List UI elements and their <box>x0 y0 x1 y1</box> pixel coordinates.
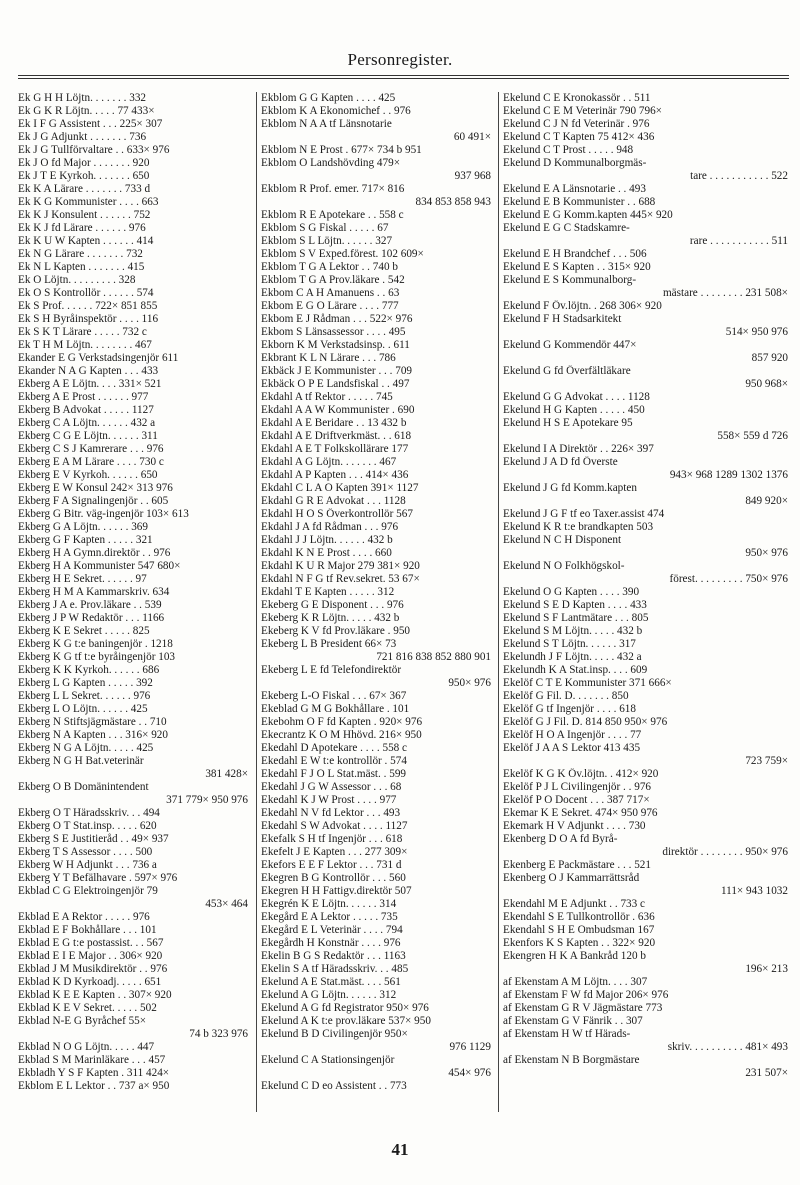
register-entry: Ekblom R Prof. emer. 717× 816 <box>261 183 405 195</box>
register-entry: rare . . . . . . . . . . . 511 <box>689 235 788 247</box>
register-entry: Ekberg N A Kapten . . . 316× 920 <box>18 729 168 741</box>
register-entry: Ekberg L O Löjtn. . . . . . 425 <box>18 703 148 715</box>
register-entry: Ekberg S E Justitieråd . . 49× 937 <box>18 833 169 845</box>
register-entry: Ekenfors K S Kapten . . 322× 920 <box>503 937 656 949</box>
register-entry: Ekelund C D eo Assistent . . 773 <box>261 1080 407 1092</box>
register-entry: tare . . . . . . . . . . . 522 <box>690 170 788 182</box>
register-entry: 381 428× <box>205 768 248 780</box>
register-entry: Ekeberg K R Löjtn. . . . . 432 b <box>261 612 400 624</box>
register-column-3 <box>498 92 790 1112</box>
register-entry: Ek K G Kommunister . . . . 663 <box>18 196 159 208</box>
register-entry: Ekedahl F J O L Stat.mäst. . 599 <box>261 768 407 780</box>
register-entry: Ekelöf J A A S Lektor 413 435 <box>503 742 641 754</box>
register-entry: 453× 464 <box>205 898 248 910</box>
register-entry: Ek S K T Lärare . . . . . 732 c <box>18 326 147 338</box>
register-entry: Ekelund E H Brandchef . . . 506 <box>503 248 647 260</box>
register-entry: Ekeberg L E fd Telefondirektör <box>261 664 402 676</box>
register-entry: 111× 943 1032 <box>720 885 788 897</box>
register-entry: Ekelund E S Kapten . . 315× 920 <box>503 261 651 273</box>
register-entry: Ek S H Byråinspektör . . . . 116 <box>18 313 159 325</box>
register-entry: Ekblom N A A tf Länsnotarie <box>261 118 392 130</box>
register-entry: Ekberg O B Domänintendent <box>18 781 149 793</box>
register-entry: af Ekenstam F W fd Major 206× 976 <box>503 989 669 1001</box>
register-entry: Ekberg E A M Lärare . . . . 730 c <box>18 456 164 468</box>
register-entry: Ekelund E S Kommunalborg- <box>503 274 637 286</box>
register-entry: Ekedahl D Apotekare . . . . 558 c <box>261 742 408 754</box>
register-entry: Ekdahl J A fd Rådman . . . 976 <box>261 521 399 533</box>
register-entry: Ekberg K K Kyrkoh. . . . . . 686 <box>18 664 160 676</box>
register-entry: Ekelund C J N fd Veterinär . 976 <box>503 118 650 130</box>
register-entry: Ekendahl M E Adjunkt . . 733 c <box>503 898 646 910</box>
register-entry: Ekelund J G F tf eo Taxer.assist 474 <box>503 508 665 520</box>
register-entry: 834 853 858 943 <box>415 196 491 208</box>
header-rule-double <box>18 78 789 79</box>
register-entry: Ekblad K E E Kapten . . 307× 920 <box>18 989 172 1001</box>
register-entry: Ekdahl A A W Kommunister . 690 <box>261 404 415 416</box>
register-entry: Ekberg N G H Bat.veterinär <box>18 755 144 767</box>
register-entry: Ekenberg E Packmästare . . . 521 <box>503 859 651 871</box>
register-entry: Ekblom E L Lektor . . 737 a× 950 <box>18 1080 170 1092</box>
register-entry: Ekbom S Länsassessor . . . . 495 <box>261 326 406 338</box>
register-entry: Ekelund F Öv.löjtn. . 268 306× 920 <box>503 300 662 312</box>
register-entry: Ek T H M Löjtn. . . . . . . . 467 <box>18 339 152 351</box>
register-entry: Ekelund N O Folkhögskol- <box>503 560 625 572</box>
register-entry: Ekdahl G R E Advokat . . . 1128 <box>261 495 406 507</box>
register-columns <box>18 92 789 1112</box>
register-entry: Ekengren H K A Bankråd 120 b <box>503 950 646 962</box>
register-entry: 857 920 <box>751 352 788 364</box>
register-entry: Ekelund C T Prost . . . . . 948 <box>503 144 634 156</box>
register-entry: 371 779× 950 976 <box>166 794 248 806</box>
register-entry: Ekedahl K J W Prost . . . . 977 <box>261 794 397 806</box>
register-entry: Ekelund I A Direktör . . 226× 397 <box>503 443 654 455</box>
register-entry: Ekberg N G A Löjtn. . . . . 425 <box>18 742 154 754</box>
register-entry: Ekborn K M Verkstadsinsp. . 611 <box>261 339 410 351</box>
register-entry: Ekendahl S H E Ombudsman 167 <box>503 924 655 936</box>
register-entry: Ekberg J A e. Prov.läkare . . 539 <box>18 599 162 611</box>
register-entry: 721 816 838 852 880 901 <box>376 651 491 663</box>
register-entry: Ek G H H Löjtn. . . . . . . 332 <box>18 92 147 104</box>
register-entry: Ekeberg K V fd Prov.läkare . 950 <box>261 625 411 637</box>
register-entry: mästare . . . . . . . . 231 508× <box>662 287 788 299</box>
register-entry: Ekegren B G Kontrollör . . . 560 <box>261 872 406 884</box>
register-entry: 558× 559 d 726 <box>717 430 788 442</box>
register-entry: Ekberg A E Prost . . . . . . 977 <box>18 391 149 403</box>
register-entry: Ekblom K A Ekonomichef . . 976 <box>261 105 411 117</box>
register-entry: Ekander N A G Kapten . . . 433 <box>18 365 159 377</box>
register-entry: Ekelöf G J Fil. D. 814 850 950× 976 <box>503 716 668 728</box>
register-entry: Ekdahl C L A O Kapten 391× 1127 <box>261 482 419 494</box>
register-entry: 231 507× <box>745 1067 788 1079</box>
register-entry: Ekdahl H O S Överkontrollör 567 <box>261 508 413 520</box>
register-entry: Ekberg G F Kapten . . . . . 321 <box>18 534 153 546</box>
register-entry: Ekelundh K A Stat.insp. . . . 609 <box>503 664 648 676</box>
register-entry: Ekegård E L Veterinär . . . . 794 <box>261 924 403 936</box>
register-entry: Ekblad N O G Löjtn. . . . . 447 <box>18 1041 155 1053</box>
register-entry: Ekberg C G E Löjtn. . . . . . 311 <box>18 430 158 442</box>
register-entry: Ekdahl T E Kapten . . . . . 312 <box>261 586 395 598</box>
register-entry: Ekelund H G Kapten . . . . . 450 <box>503 404 645 416</box>
register-entry: Ekblom S V Exped.förest. 102 609× <box>261 248 424 260</box>
register-entry: Ekberg G Bitr. väg-ingenjör 103× 613 <box>18 508 189 520</box>
register-entry: Ekberg E V Kyrkoh. . . . . . 650 <box>18 469 158 481</box>
register-entry: Ekberg H A Kommunister 547 680× <box>18 560 181 572</box>
register-entry: Ekblom G G Kapten . . . . 425 <box>261 92 396 104</box>
register-entry: Ekberg L L Sekret. . . . . . 976 <box>18 690 151 702</box>
register-entry: Ekberg E W Konsul 242× 313 976 <box>18 482 173 494</box>
register-entry: skriv. . . . . . . . . . 481× 493 <box>667 1041 788 1053</box>
register-entry: Ekelund C T Kapten 75 412× 436 <box>503 131 655 143</box>
register-entry: Ekelin B G S Redaktör . . . 1163 <box>261 950 406 962</box>
register-entry: Ekblom O Landshövding 479× <box>261 157 400 169</box>
register-entry: 943× 968 1289 1302 1376 <box>669 469 788 481</box>
register-entry: Ek O S Kontrollör . . . . . . 574 <box>18 287 154 299</box>
register-entry: Ekberg B Advokat . . . . . 1127 <box>18 404 154 416</box>
page-title: Personregister. <box>347 50 453 69</box>
register-entry: Ekelund S M Löjtn. . . . . 432 b <box>503 625 643 637</box>
register-entry: Ekdahl N F G tf Rev.sekret. 53 67× <box>261 573 420 585</box>
register-entry: Ekbom E J Rådman . . . 522× 976 <box>261 313 413 325</box>
register-entry: Ekeblad G M G Bokhållare . 101 <box>261 703 410 715</box>
register-entry: Ekdahl A E Driftverkmäst. . . 618 <box>261 430 412 442</box>
register-entry: 74 b 323 976 <box>189 1028 248 1040</box>
register-entry: Ekedahl J G W Assessor . . . 68 <box>261 781 402 793</box>
register-entry: Ekelund S E D Kapten . . . . 433 <box>503 599 647 611</box>
register-entry: Ekelund G G Advokat . . . . 1128 <box>503 391 650 403</box>
register-entry: Ekblom T G A Prov.läkare . 542 <box>261 274 405 286</box>
register-entry: Ekbladh Y S F Kapten . 311 424× <box>18 1067 170 1079</box>
register-entry: Ekblad J M Musikdirektör . . 976 <box>18 963 168 975</box>
register-entry: Ekberg Y T Befälhavare . 597× 976 <box>18 872 178 884</box>
register-entry: Ekelöf H O A Ingenjör . . . . 77 <box>503 729 642 741</box>
register-entry: Ekberg H A Gymn.direktör . . 976 <box>18 547 171 559</box>
register-entry: Ekelund B D Civilingenjör 950× <box>261 1028 408 1040</box>
register-entry: Ek N G Lärare . . . . . . . 732 <box>18 248 143 260</box>
register-entry: Ek J T E Kyrkoh. . . . . . . 650 <box>18 170 150 182</box>
register-entry: 950× 976 <box>448 677 491 689</box>
register-entry: 950 968× <box>745 378 788 390</box>
register-column-2 <box>256 92 493 1112</box>
register-entry: Ekdahl A G Löjtn. . . . . . . 467 <box>261 456 397 468</box>
register-entry: Ekberg J P W Redaktör . . . 1166 <box>18 612 165 624</box>
register-entry: 976 1129 <box>449 1041 491 1053</box>
register-entry: Ekelund F H Stadsarkitekt <box>503 313 622 325</box>
register-entry: Ekelöf G tf Ingenjör . . . . 618 <box>503 703 636 715</box>
register-entry: 196× 213 <box>745 963 788 975</box>
register-entry: Ekberg H M A Kammarskriv. 634 <box>18 586 170 598</box>
register-entry: Ekegård E A Lektor . . . . . 735 <box>261 911 398 923</box>
register-entry: Ekelin S A tf Häradsskriv. . . 485 <box>261 963 409 975</box>
register-entry: Ekberg N Stiftsjägmästare . . 710 <box>18 716 167 728</box>
register-entry: Ek I F G Assistent . . . 225× 307 <box>18 118 163 130</box>
register-entry: 950× 976 <box>745 547 788 559</box>
register-entry: Ek S Prof. . . . . . 722× 851 855 <box>18 300 158 312</box>
register-entry: Ekdahl A E T Folkskollärare 177 <box>261 443 409 455</box>
register-entry: Ekblad E I E Major . . 306× 920 <box>18 950 163 962</box>
register-entry: Ekeberg G E Disponent . . . 976 <box>261 599 404 611</box>
register-entry: Ekelund A E Stat.mäst. . . . 561 <box>261 976 401 988</box>
register-entry: Ekelöf C T E Kommunister 371 666× <box>503 677 672 689</box>
register-entry: Ekbom E G O Lärare . . . . 777 <box>261 300 399 312</box>
header-rule <box>18 75 789 76</box>
register-entry: Ekelund N C H Disponent <box>503 534 622 546</box>
register-entry: Ekberg C A Löjtn. . . . . . 432 a <box>18 417 156 429</box>
register-entry: Ekberg A E Löjtn. . . . 331× 521 <box>18 378 162 390</box>
register-entry: Ekenberg O J Kammarrättsråd <box>503 872 640 884</box>
register-entry: Ekelund C E M Veterinär 790 796× <box>503 105 662 117</box>
register-entry: direktör . . . . . . . . 950× 976 <box>662 846 788 858</box>
register-entry: Ekander E G Verkstadsingenjör 611 <box>18 352 179 364</box>
register-entry: Ekelund J A D fd Överste <box>503 456 618 468</box>
register-entry: Ekelöf G Fil. D. . . . . . . 850 <box>503 690 629 702</box>
register-entry: 514× 950 976 <box>725 326 788 338</box>
register-entry: Ekeberg L-O Fiskal . . . 67× 367 <box>261 690 407 702</box>
register-entry: Ekblad E G t:e postassist. . . 567 <box>18 937 164 949</box>
register-entry: Ekbrant K L N Lärare . . . 786 <box>261 352 396 364</box>
page-number: 41 <box>391 1140 409 1159</box>
register-entry: Ekemark H V Adjunkt . . . . 730 <box>503 820 646 832</box>
register-entry: Ek G K R Löjtn. . . . . 77 433× <box>18 105 155 117</box>
register-entry: Ekegrén K E Löjtn. . . . . . 314 <box>261 898 397 910</box>
register-entry: Ekedahl N V fd Lektor . . . 493 <box>261 807 401 819</box>
register-entry: af Ekenstam H W tf Härads- <box>503 1028 631 1040</box>
register-entry: Ekberg K E Sekret . . . . . 825 <box>18 625 150 637</box>
register-entry: Ekelundh J F Löjtn. . . . . 432 a <box>503 651 642 663</box>
register-entry: Ek K U W Kapten . . . . . . 414 <box>18 235 154 247</box>
register-entry: Ek K J Konsulent . . . . . . 752 <box>18 209 151 221</box>
register-entry: Ekelöf P J L Civilingenjör . . 976 <box>503 781 652 793</box>
register-entry: Ekblad N-E G Byråchef 55× <box>18 1015 147 1027</box>
register-entry: Ekedahl E W t:e kontrollör . 574 <box>261 755 407 767</box>
register-entry: Ekbäck J E Kommunister . . . 709 <box>261 365 413 377</box>
register-entry: Ekelund E B Kommunister . . 688 <box>503 196 656 208</box>
register-entry: Ekberg O T Häradsskriv. . . 494 <box>18 807 160 819</box>
register-entry: Ekelöf K G K Öv.löjtn. . 412× 920 <box>503 768 659 780</box>
register-entry: Ek J G Adjunkt . . . . . . . 736 <box>18 131 147 143</box>
register-entry: Ekebohm O F fd Kapten . 920× 976 <box>261 716 423 728</box>
register-entry: Ekdahl A P Kapten . . . 414× 436 <box>261 469 409 481</box>
register-entry: Ekelund C A Stationsingenjör <box>261 1054 395 1066</box>
register-entry: Ekblad K E V Sekret. . . . . 502 <box>18 1002 157 1014</box>
register-entry: Ekdahl A tf Rektor . . . . . 745 <box>261 391 393 403</box>
register-entry: Ekelund E G Komm.kapten 445× 920 <box>503 209 673 221</box>
register-entry: Ekelund O G Kapten . . . . 390 <box>503 586 640 598</box>
register-entry: Ekblom S L Löjtn. . . . . . 327 <box>261 235 393 247</box>
register-entry: af Ekenstam A M Löjtn. . . . 307 <box>503 976 648 988</box>
register-entry: Ekelund C E Kronokassör . . 511 <box>503 92 651 104</box>
register-entry: 723 759× <box>745 755 788 767</box>
register-entry: Ekeberg L B President 66× 73 <box>261 638 397 650</box>
register-entry: Ek J G Tullförvaltare . . 633× 976 <box>18 144 170 156</box>
register-entry: Ek K J fd Lärare . . . . . . 976 <box>18 222 146 234</box>
register-entry: Ekemar K E Sekret. 474× 950 976 <box>503 807 658 819</box>
register-entry: Ekendahl S E Tullkontrollör . 636 <box>503 911 655 923</box>
register-entry: af Ekenstam G V Fänrik . . 307 <box>503 1015 643 1027</box>
register-entry: Ekblom R E Apotekare . . 558 c <box>261 209 404 221</box>
register-entry: Ekefors E E F Lektor . . . 731 d <box>261 859 402 871</box>
register-entry: 849 920× <box>745 495 788 507</box>
register-entry: 937 968 <box>454 170 491 182</box>
register-entry: Ekelund E A Länsnotarie . . 493 <box>503 183 646 195</box>
register-entry: Ekblad C G Elektroingenjör 79 <box>18 885 158 897</box>
register-entry: Ekelund J G fd Komm.kapten <box>503 482 637 494</box>
register-entry: Ekblom N E Prost . 677× 734 b 951 <box>261 144 422 156</box>
register-entry: Ekelund D Kommunalborgmäs- <box>503 157 647 169</box>
register-entry: Ekdahl K U R Major 279 381× 920 <box>261 560 420 572</box>
register-entry: Ekblad K D Kyrkoadj. . . . . 651 <box>18 976 162 988</box>
register-entry: Ekelund H S E Apotekare 95 <box>503 417 633 429</box>
register-entry: Ekbom C A H Amanuens . . 63 <box>261 287 400 299</box>
register-entry: Ekegårdh H Konstnär . . . . 976 <box>261 937 401 949</box>
register-entry: Ekelund E G C Stadskamre- <box>503 222 630 234</box>
register-entry: Ekelöf P O Docent . . . 387 717× <box>503 794 650 806</box>
register-entry: Ekberg F A Signalingenjör . . 605 <box>18 495 169 507</box>
register-entry: Ekedahl S W Advokat . . . . 1127 <box>261 820 408 832</box>
register-entry: 454× 976 <box>448 1067 491 1079</box>
register-entry: Ekelund G fd Överfältläkare <box>503 365 631 377</box>
register-entry: Ekdahl A E Beridare . . 13 432 b <box>261 417 407 429</box>
register-entry: Ekefelt J E Kapten . . . 277 309× <box>261 846 408 858</box>
register-entry: Ekberg W H Adjunkt . . . 736 a <box>18 859 157 871</box>
register-entry: Ekbäck O P E Landsfiskal . . 497 <box>261 378 410 390</box>
register-entry: Ekelund G Kommendör 447× <box>503 339 637 351</box>
register-column-1 <box>18 92 250 1112</box>
register-entry: Ekblad S M Marinläkare . . . 457 <box>18 1054 166 1066</box>
register-entry: Ek K A Lärare . . . . . . . 733 d <box>18 183 151 195</box>
register-entry: Ekelund A K t:e prov.läkare 537× 950 <box>261 1015 431 1027</box>
register-entry: Ekberg H E Sekret. . . . . . 97 <box>18 573 147 585</box>
register-entry: Ekberg T S Assessor . . . . 500 <box>18 846 153 858</box>
register-entry: Ekefalk S H tf Ingenjör . . . 618 <box>261 833 403 845</box>
register-entry: Ek O Löjtn. . . . . . . . . 328 <box>18 274 136 286</box>
register-entry: Ekegren H H Fattigv.direktör 507 <box>261 885 412 897</box>
register-entry: Ekelund K R t:e brandkapten 503 <box>503 521 654 533</box>
register-entry: Ekblad E A Rektor . . . . . 976 <box>18 911 150 923</box>
register-entry: af Ekenstam N B Borgmästare <box>503 1054 640 1066</box>
register-entry: Ekdahl J J Löjtn. . . . . . 432 b <box>261 534 393 546</box>
register-entry: Ekberg L G Kapten . . . . . 392 <box>18 677 153 689</box>
register-entry: Ekelund A G Löjtn. . . . . . 312 <box>261 989 397 1001</box>
register-entry: Ekberg K G tf t:e byråingenjör 103 <box>18 651 176 663</box>
register-entry: 60 491× <box>453 131 491 143</box>
register-entry: Ekberg C S J Kamrerare . . . 976 <box>18 443 164 455</box>
register-entry: Ek N L Kapten . . . . . . . 415 <box>18 261 145 273</box>
register-entry: Ekberg O T Stat.insp. . . . . 620 <box>18 820 157 832</box>
register-entry: af Ekenstam G R V Jägmästare 773 <box>503 1002 663 1014</box>
register-entry: Ekdahl K N E Prost . . . . 660 <box>261 547 392 559</box>
register-entry: Ekblom T G A Lektor . . 740 b <box>261 261 398 273</box>
register-entry: Ek J O fd Major . . . . . . . 920 <box>18 157 150 169</box>
register-entry: förest. . . . . . . . . 750× 976 <box>669 573 788 585</box>
register-entry: Ekelund S T Löjtn. . . . . . 317 <box>503 638 636 650</box>
register-entry: Ekecrantz K O M Hhövd. 216× 950 <box>261 729 422 741</box>
register-entry: Ekenberg D O A fd Byrå- <box>503 833 618 845</box>
register-entry: Ekelund A G fd Registrator 950× 976 <box>261 1002 429 1014</box>
register-entry: Ekberg G A Löjtn. . . . . . 369 <box>18 521 148 533</box>
register-entry: Ekelund S F Lantmätare . . . 805 <box>503 612 649 624</box>
register-entry: Ekblad E F Bokhållare . . . 101 <box>18 924 157 936</box>
register-entry: Ekblom S G Fiskal . . . . . 67 <box>261 222 389 234</box>
register-entry: Ekberg K G t:e baningenjör . 1218 <box>18 638 173 650</box>
